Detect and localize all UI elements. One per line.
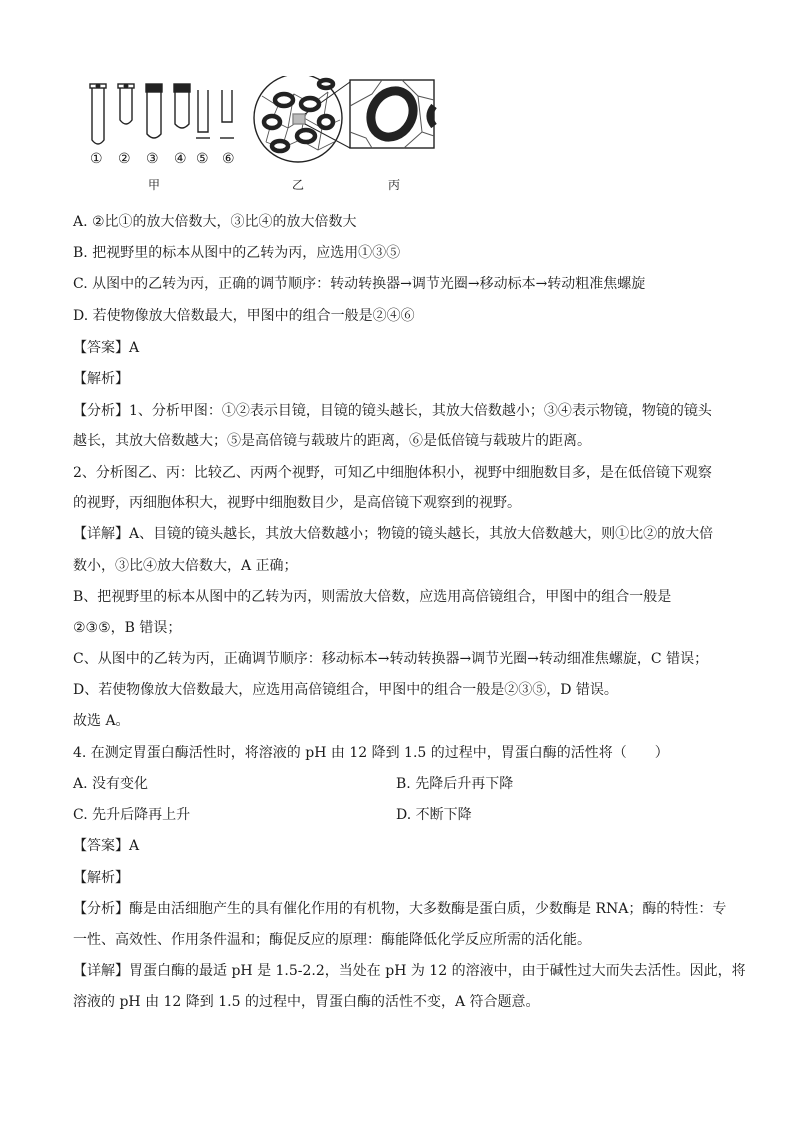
conclusion-line: 故选 A。 <box>73 713 130 729</box>
eyepiece-2-icon <box>118 84 134 124</box>
analysis-line: 一性、高效性、作用条件温和；酶促反应的原理：酶能降低化学反应所需的活化能。 <box>73 932 591 948</box>
analysis-line: 越长，其放大倍数越大；⑤是高倍镜与载玻片的距离，⑥是低倍镜与载玻片的距离。 <box>73 433 591 449</box>
analysis-line: 【分析】酶是由活细胞产生的具有催化作用的有机物，大多数酶是蛋白质，少数酶是 RNA；酶的特性：专 <box>73 901 727 917</box>
label-3: ③ <box>146 151 159 167</box>
analysis-label: 【解析】 <box>73 870 129 886</box>
objective-3-icon <box>146 84 162 138</box>
option-a: A. ②比①的放大倍数大，③比④的放大倍数大 <box>73 214 357 230</box>
option-c: C. 从图中的乙转为丙，正确的调节顺序：转动转换器→调节光圈→移动标本→转动粗准焦螺旋 <box>73 276 646 292</box>
label-6: ⑥ <box>222 151 235 167</box>
objective-4-icon <box>174 84 190 128</box>
low-power-field-icon <box>254 76 342 162</box>
label-1: ① <box>90 151 103 167</box>
detail-line: 【详解】A、目镜的镜头越长，其放大倍数越小；物镜的镜头越长，其放大倍数越大，则①比②的放大倍 <box>73 526 714 542</box>
question-4-stem: 4. 在测定胃蛋白酶活性时，将溶液的 pH 由 12 降到 1.5 的过程中，胃蛋白酶的活性将（ ） <box>73 745 669 761</box>
figure-drawing <box>82 76 442 192</box>
option-d: D. 不断下降 <box>396 807 472 823</box>
answer-label: 【答案】A <box>73 838 140 854</box>
detail-line: 溶液的 pH 由 12 降到 1.5 的过程中，胃蛋白酶的活性不变，A 符合题意。 <box>73 994 540 1010</box>
analysis-label: 【解析】 <box>73 371 129 387</box>
detail-line: C、从图中的乙转为丙，正确调节顺序：移动标本→转动转换器→调节光圈→转动细准焦螺旋，C 错误； <box>73 651 709 667</box>
analysis-line: 的视野，丙细胞体积大，视野中细胞数目少，是高倍镜下观察到的视野。 <box>73 495 521 511</box>
detail-line: 数小，③比④放大倍数大，A 正确； <box>73 558 298 574</box>
label-bing: 丙 <box>388 178 401 192</box>
label-4: ④ <box>174 151 187 167</box>
detail-line: ②③⑤，B 错误； <box>73 620 182 636</box>
answer-label: 【答案】A <box>73 340 140 356</box>
detail-line: D、若使物像放大倍数最大，应选用高倍镜组合，甲图中的组合一般是②③⑤，D 错误。 <box>73 682 618 698</box>
microscope-figure <box>82 76 442 192</box>
label-yi: 乙 <box>292 178 305 192</box>
option-b: B. 把视野里的标本从图中的乙转为丙，应选用①③⑤ <box>73 245 401 261</box>
high-power-field-icon <box>350 80 434 148</box>
option-d: D. 若使物像放大倍数最大，甲图中的组合一般是②④⑥ <box>73 308 415 324</box>
analysis-line: 2、分析图乙、丙：比较乙、丙两个视野，可知乙中细胞体积小，视野中细胞数目多，是在低倍镜下观察 <box>73 465 712 481</box>
label-5: ⑤ <box>196 151 209 167</box>
analysis-line: 【分析】1、分析甲图：①②表示目镜，目镜的镜头越长，其放大倍数越小；③④表示物镜，物镜的镜头 <box>73 403 712 419</box>
option-a: A. 没有变化 <box>73 776 149 792</box>
eyepiece-1-icon <box>90 84 106 144</box>
detail-line: B、把视野里的标本从图中的乙转为丙，则需放大倍数，应选用高倍镜组合，甲图中的组合一般是 <box>73 589 672 605</box>
distance-6-icon <box>220 90 234 138</box>
label-jia: 甲 <box>148 178 161 192</box>
label-2: ② <box>118 151 131 167</box>
detail-line: 【详解】胃蛋白酶的最适 pH 是 1.5-2.2，当处在 pH 为 12 的溶液中，由于碱性过大而失去活性。因此，将 <box>73 963 746 979</box>
distance-5-icon <box>196 90 210 138</box>
option-b: B. 先降后升再下降 <box>396 776 514 792</box>
option-c: C. 先升后降再上升 <box>73 807 191 823</box>
